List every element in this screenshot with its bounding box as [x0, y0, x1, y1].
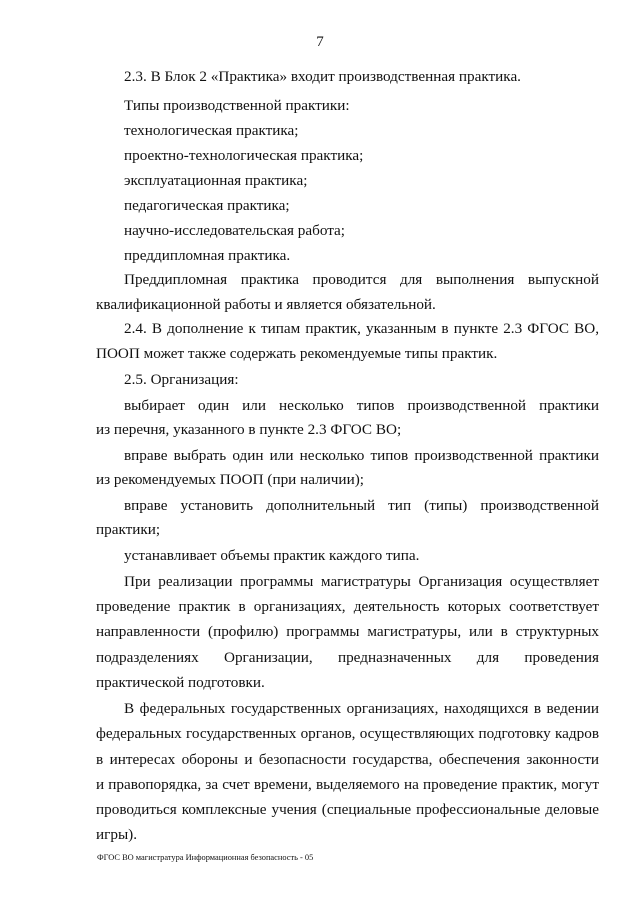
text-line: в интересах обороны и безопасности государства, обеспечения законности: [96, 751, 599, 768]
text-line: выбирает один или несколько типов производственной практики: [124, 397, 599, 414]
text-line: При реализации программы магистратуры Организация осуществляет: [124, 573, 599, 590]
text-line: преддипломная практика.: [124, 247, 291, 264]
text-line: квалификационной работы и является обязательной.: [96, 296, 436, 313]
page-number: 7: [316, 34, 324, 50]
text-line: вправе выбрать один или несколько типов производственной практики: [124, 447, 599, 464]
text-line: вправе установить дополнительный тип (типы) производственной: [124, 497, 599, 514]
text-line: из перечня, указанного в пункте 2.3 ФГОС ВО;: [96, 421, 402, 438]
text-line: проводиться комплексные учения (специальные профессиональные деловые: [96, 801, 599, 818]
text-line: научно-исследовательская работа;: [124, 222, 346, 239]
text-line: направленности (профилю) программы магистратуры, или в структурных: [96, 623, 599, 640]
text-line: игры).: [96, 826, 138, 843]
text-line: федеральных государственных органов, осуществляющих подготовку кадров: [96, 725, 599, 742]
text-line: эксплуатационная практика;: [124, 172, 308, 189]
text-line: из рекомендуемых ПООП (при наличии);: [96, 471, 364, 488]
text-line: подразделениях Организации, предназначенных для проведения: [96, 649, 599, 666]
text-line: практической подготовки.: [96, 674, 265, 691]
text-line: проектно-технологическая практика;: [124, 147, 364, 164]
text-line: 2.4. В дополнение к типам практик, указанным в пункте 2.3 ФГОС ВО,: [124, 320, 599, 337]
text-line: В федеральных государственных организациях, находящихся в ведении: [124, 700, 599, 717]
text-line: 2.5. Организация:: [124, 371, 239, 388]
text-line: педагогическая практика;: [124, 197, 290, 214]
text-line: ПООП может также содержать рекомендуемые типы практик.: [96, 345, 498, 362]
page-footer: ФГОС ВО магистратура Информационная безопасность - 05: [97, 853, 314, 862]
text-line: технологическая практика;: [124, 122, 299, 139]
text-line: и правопорядка, за счет времени, выделяемого на проведение практик, могут: [96, 776, 599, 793]
text-line: Типы производственной практики:: [124, 97, 350, 114]
text-line: устанавливает объемы практик каждого типа.: [124, 547, 420, 564]
text-line: 2.3. В Блок 2 «Практика» входит производственная практика.: [124, 68, 521, 85]
text-line: Преддипломная практика проводится для выполнения выпускной: [124, 271, 599, 288]
text-line: проведение практик в организациях, деятельность которых соответствует: [96, 598, 599, 615]
text-line: практики;: [96, 521, 161, 538]
